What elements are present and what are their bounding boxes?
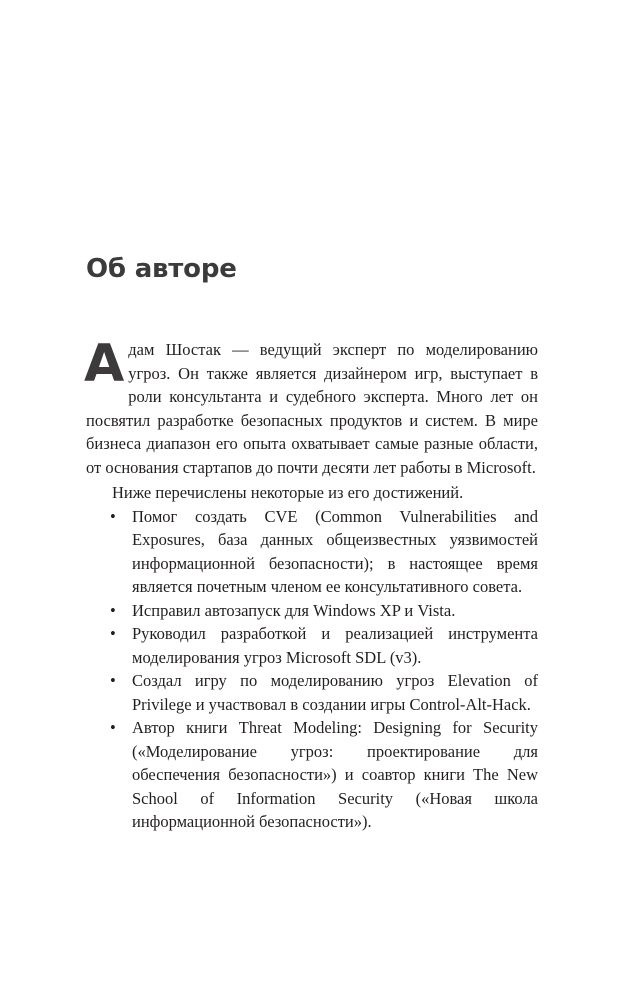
list-item (110, 716, 538, 834)
bullet-icon: • (110, 506, 116, 526)
list-item (110, 505, 538, 599)
list-item-text: Исправил автозапуск для Windows XP и Vista. (132, 600, 456, 620)
achievements-list (86, 505, 538, 834)
lead-paragraph-text: дам Шостак — ведущий эксперт по моделированию угроз. Он также является дизайнером игр, выступает в роли консультанта и судебного эксперта. Много лет он посвятил разработке безопасных продуктов и систем. В мире бизнеса диапазон его опыта охватывает самые разные области, от основания стартапов до почти десяти лет работы в Microsoft. (86, 340, 538, 477)
lead-paragraph (84, 334, 538, 479)
achievements-intro: Ниже перечислены некоторые из его достижений. (112, 483, 464, 502)
list-item-text: Автор книги Threat Modeling: Designing for Security («Моделирование угроз: проектирование для обеспечения безопасности») и соавтор книги The New School of Information Security («Новая школа информационной безопасности»). (132, 718, 538, 831)
bullet-icon: • (110, 671, 116, 690)
list-item (110, 622, 538, 669)
list-item (110, 669, 538, 716)
bullet-icon: • (110, 718, 116, 737)
bullet-icon: • (110, 600, 116, 620)
list-item-text: Помог создать CVE (Common Vulnerabilities and Exposures, база данных общеизвестных уязвимостей информационной безопасности); в настоящее время является почетным членом ее консультативного совета. (132, 506, 538, 596)
bullet-icon: • (110, 624, 116, 643)
list-item-text: Создал игру по моделированию угроз Elevation of Privilege и участвовал в создании игры Control-Alt-Hack. (132, 671, 538, 714)
list-item-text: Руководил разработкой и реализацией инструмента моделирования угроз Microsoft SDL (v3). (132, 624, 538, 667)
section-heading: Об авторе (86, 254, 237, 284)
drop-cap: А (84, 334, 125, 394)
list-item (110, 599, 538, 623)
body-text (84, 334, 538, 834)
